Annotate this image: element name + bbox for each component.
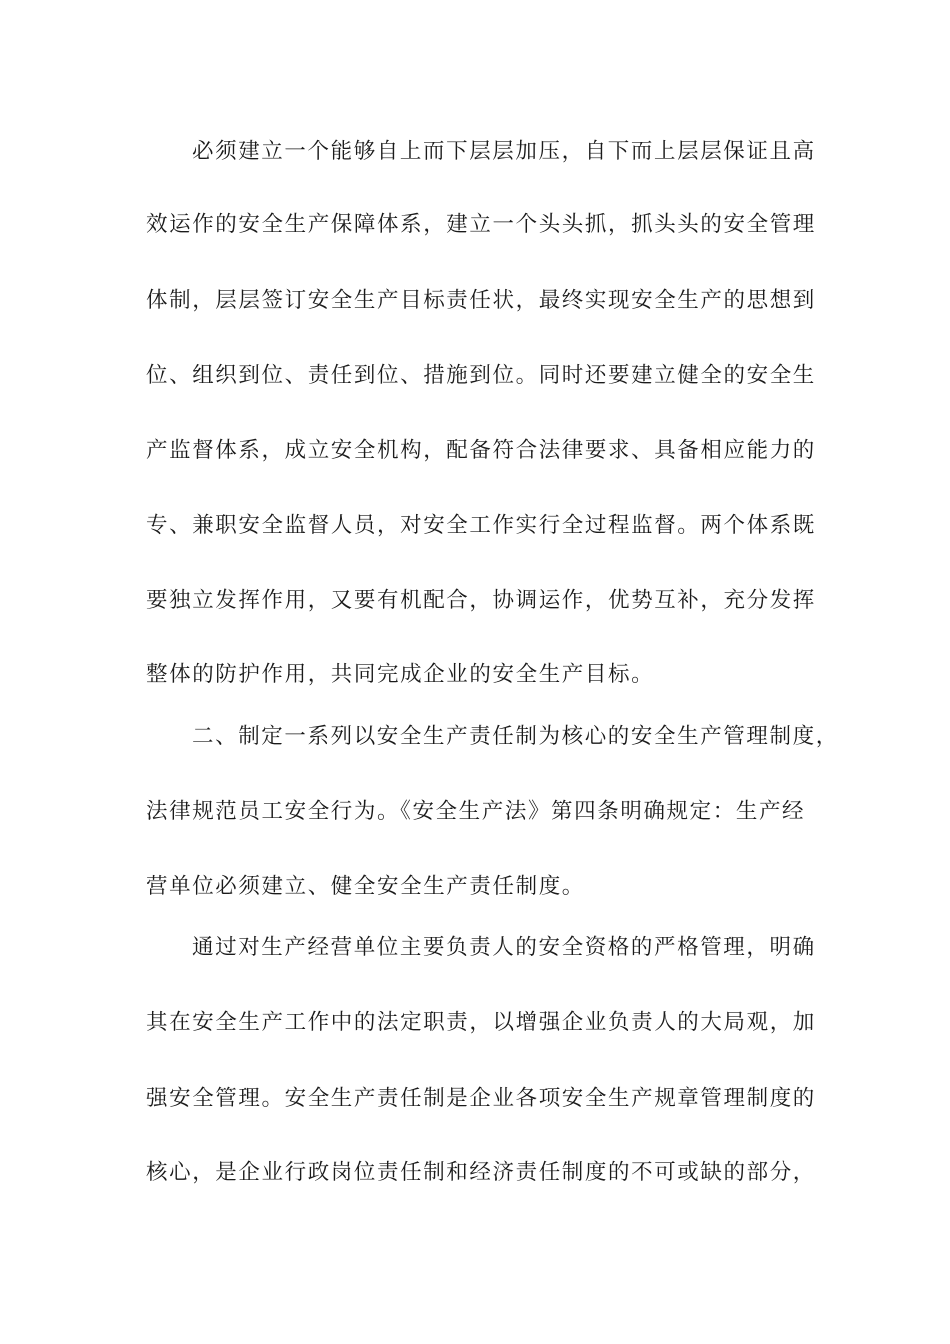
paragraph-2-line-2: 法律规范员工安全行为。《安全生产法》第四条明确规定：生产经 xyxy=(146,799,806,824)
paragraph-1-line-6: 专、兼职安全监督人员，对安全工作实行全过程监督。两个体系既 xyxy=(146,513,816,538)
paragraph-3-line-4: 核心，是企业行政岗位责任制和经济责任制度的不可或缺的部分， xyxy=(146,1160,816,1185)
paragraph-1-line-3: 体制，层层签订安全生产目标责任状，最终实现安全生产的思想到 xyxy=(146,288,816,313)
paragraph-3-line-3: 强安全管理。安全生产责任制是企业各项安全生产规章管理制度的 xyxy=(146,1086,816,1111)
paragraph-1-line-1: 必须建立一个能够自上而下层层加压，自下而上层层保证且高 xyxy=(192,139,816,164)
paragraph-1-line-7: 要独立发挥作用，又要有机配合，协调运作，优势互补，充分发挥 xyxy=(146,588,816,613)
paragraph-1-line-4: 位、组织到位、责任到位、措施到位。同时还要建立健全的安全生 xyxy=(146,363,816,388)
paragraph-1-line-5: 产监督体系，成立安全机构，配备符合法律要求、具备相应能力的 xyxy=(146,438,816,463)
paragraph-3-line-1: 通过对生产经营单位主要负责人的安全资格的严格管理，明确 xyxy=(192,935,816,960)
paragraph-3-line-2: 其在安全生产工作中的法定职责，以增强企业负责人的大局观，加 xyxy=(146,1010,816,1035)
paragraph-1-line-2: 效运作的安全生产保障体系，建立一个头头抓，抓头头的安全管理 xyxy=(146,212,816,237)
paragraph-1-line-8: 整体的防护作用，共同完成企业的安全生产目标。 xyxy=(146,662,655,687)
paragraph-2-line-3: 营单位必须建立、健全安全生产责任制度。 xyxy=(146,874,585,899)
paragraph-2-line-1: 二、制定一系列以安全生产责任制为核心的安全生产管理制度， xyxy=(192,724,839,749)
